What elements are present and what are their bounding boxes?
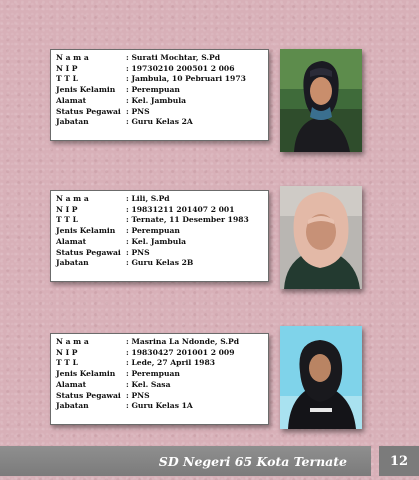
value-jenis-kelamin: : Perempuan — [126, 85, 180, 95]
label-nama: N a m a — [56, 194, 89, 203]
label-status: Status Pegawai — [56, 106, 121, 116]
value-nama: : Surati Mochtar, S.Pd — [126, 53, 221, 62]
value-nip: : 19830427 201001 2 009 — [126, 347, 235, 357]
row-nip — [56, 205, 263, 216]
value-status: : PNS — [126, 106, 150, 116]
row-status — [56, 391, 263, 402]
teacher-card-2 — [50, 190, 269, 282]
value-alamat: : Kel. Jambula — [126, 236, 187, 246]
value-nama: : Masrina La Ndonde, S.Pd — [126, 337, 240, 346]
value-nip: : 19831211 201407 2 001 — [126, 204, 235, 214]
value-jabatan: : Guru Kelas 2A — [126, 117, 193, 127]
value-nama: : Lili, S.Pd — [126, 194, 170, 203]
label-nip: N I P — [56, 204, 78, 214]
label-alamat: Alamat — [56, 95, 87, 105]
row-alamat — [56, 96, 263, 107]
row-nama — [56, 337, 263, 348]
teacher-card-1 — [50, 49, 269, 141]
value-alamat: : Kel. Sasa — [126, 379, 171, 389]
value-jenis-kelamin: : Perempuan — [126, 226, 180, 236]
row-nama — [56, 53, 263, 64]
label-jabatan: Jabatan — [56, 117, 89, 127]
value-jabatan: : Guru Kelas 1A — [126, 401, 193, 411]
label-alamat: Alamat — [56, 379, 87, 389]
row-nip — [56, 64, 263, 75]
label-jenis-kelamin: Jenis Kelamin — [56, 85, 116, 95]
row-nip — [56, 348, 263, 359]
teacher-photo-2 — [280, 186, 362, 289]
row-nama — [56, 194, 263, 205]
value-ttl: : Jambula, 10 Pebruari 1973 — [126, 74, 246, 84]
row-ttl — [56, 358, 263, 369]
footer-school-name: SD Negeri 65 Kota Ternate — [158, 453, 347, 469]
teacher-card-3 — [50, 333, 269, 425]
row-jenis-kelamin — [56, 369, 263, 380]
label-jenis-kelamin: Jenis Kelamin — [56, 226, 116, 236]
label-nama: N a m a — [56, 53, 89, 62]
page-number: 12 — [379, 446, 419, 476]
value-nip: : 19730210 200501 2 006 — [126, 63, 235, 73]
value-status: : PNS — [126, 390, 150, 400]
row-alamat — [56, 380, 263, 391]
value-status: : PNS — [126, 247, 150, 257]
label-nip: N I P — [56, 347, 78, 357]
label-alamat: Alamat — [56, 236, 87, 246]
label-status: Status Pegawai — [56, 247, 121, 257]
row-jenis-kelamin — [56, 226, 263, 237]
value-ttl: : Ternate, 11 Desember 1983 — [126, 215, 249, 225]
label-nip: N I P — [56, 63, 78, 73]
label-ttl: T T L — [56, 215, 78, 225]
row-jabatan — [56, 401, 263, 412]
row-status — [56, 248, 263, 259]
label-jabatan: Jabatan — [56, 401, 89, 411]
row-alamat — [56, 237, 263, 248]
value-alamat: : Kel. Jambula — [126, 95, 187, 105]
value-jabatan: : Guru Kelas 2B — [126, 258, 194, 268]
row-status — [56, 107, 263, 118]
label-ttl: T T L — [56, 74, 78, 84]
row-ttl — [56, 215, 263, 226]
teacher-photo-1 — [280, 49, 362, 152]
value-ttl: : Lede, 27 April 1983 — [126, 358, 216, 368]
row-jenis-kelamin — [56, 85, 263, 96]
row-ttl — [56, 74, 263, 85]
teacher-photo-3 — [280, 326, 362, 429]
label-jenis-kelamin: Jenis Kelamin — [56, 369, 116, 379]
value-jenis-kelamin: : Perempuan — [126, 369, 180, 379]
label-nama: N a m a — [56, 337, 89, 346]
label-jabatan: Jabatan — [56, 258, 89, 268]
row-jabatan — [56, 258, 263, 269]
row-jabatan — [56, 117, 263, 128]
label-status: Status Pegawai — [56, 390, 121, 400]
label-ttl: T T L — [56, 358, 78, 368]
footer-bar — [0, 446, 371, 476]
